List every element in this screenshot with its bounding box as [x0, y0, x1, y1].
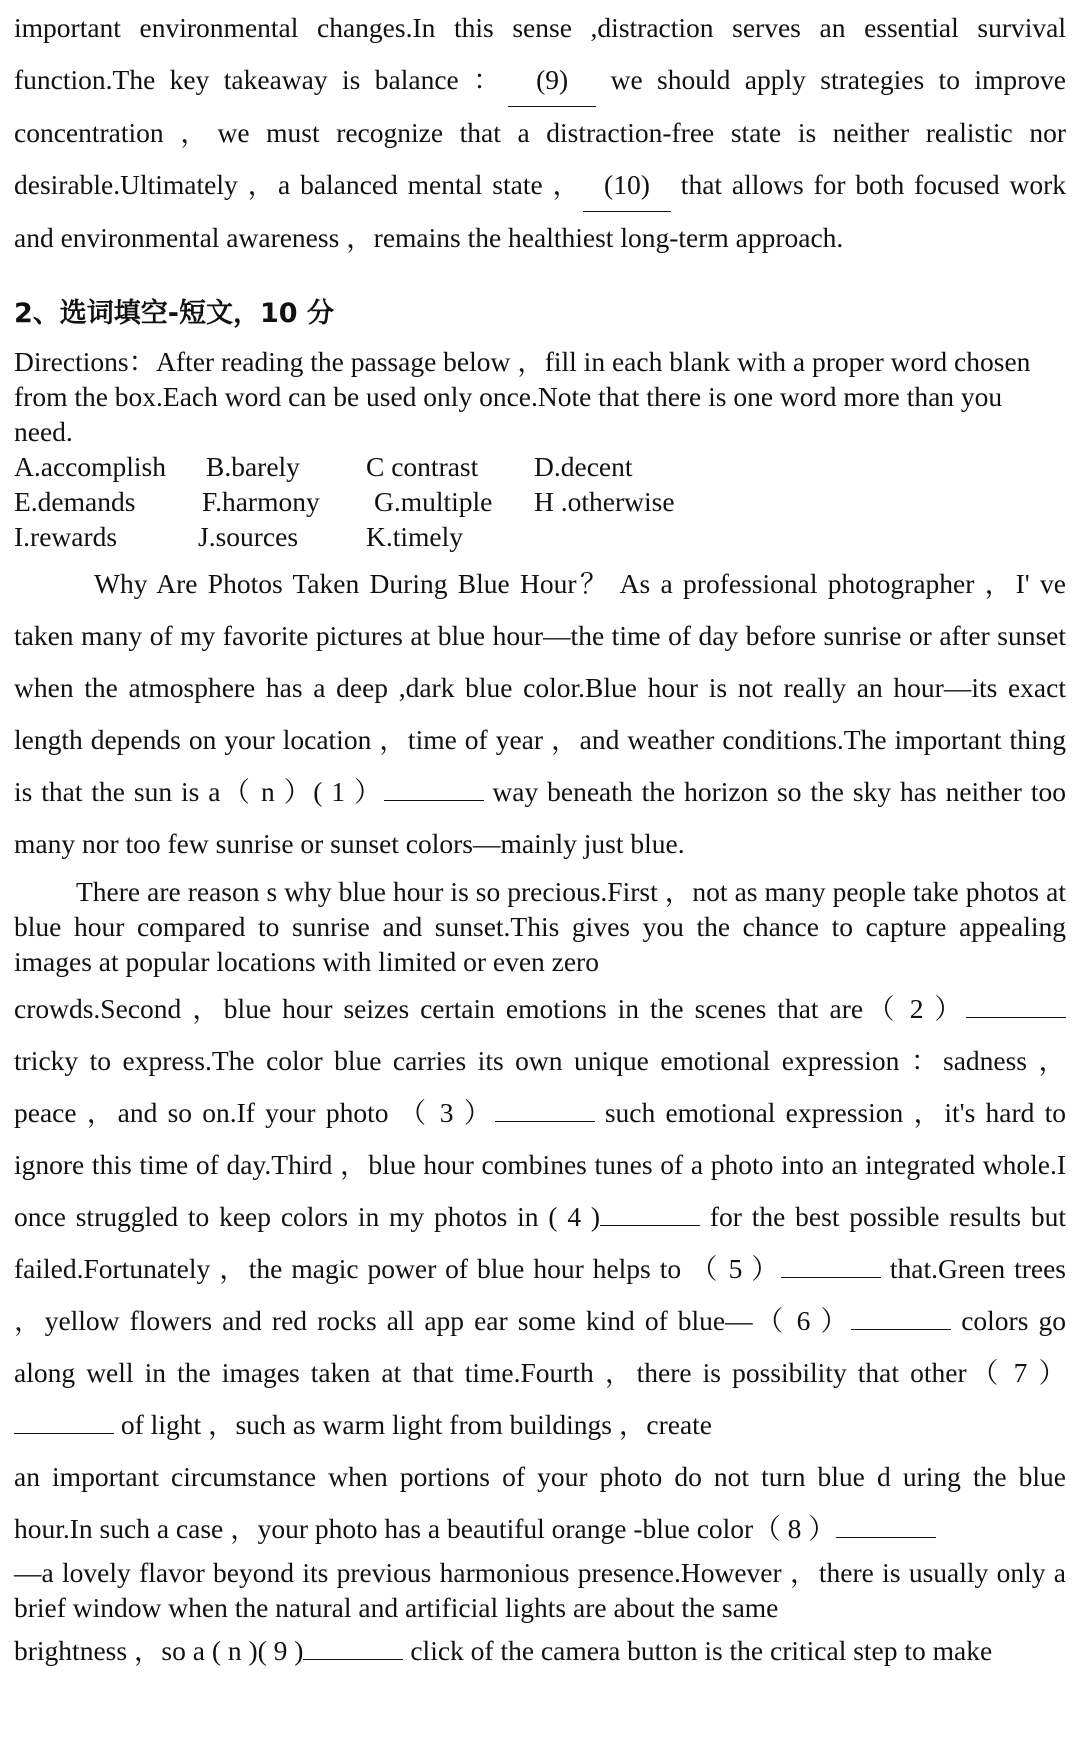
option-e: E.demands [14, 486, 136, 517]
blank-10[interactable]: (10) [583, 159, 671, 212]
passage-paragraph-2a [14, 874, 1066, 979]
option-i: I.rewards [14, 521, 118, 552]
option-row-3 [14, 519, 1066, 554]
passage-text: such emotional expression ，it's hard to ignore this time of day.Third ，blue hour combines tunes of a photo into an integrated whole.I once struggled to keep colors in my photos in ( 4 ) [14, 1097, 1066, 1232]
option-f: F.harmony [202, 486, 320, 517]
option-row-1 [14, 449, 1066, 484]
blank-5[interactable] [781, 1277, 881, 1278]
option-h: H .otherwise [534, 486, 675, 517]
directions: Directions：After reading the passage below ，fill in each blank with a proper word chosen from the box.Each word can be used only once.Note that there is one word more than you need. [14, 346, 1031, 447]
option-k: K.timely [366, 521, 464, 552]
blank-6[interactable] [851, 1329, 951, 1330]
intro-text-1: important environmental changes.In this sense ,distraction serves an essential survival function.The key takeaway is balance ： [14, 12, 1066, 95]
intro-text-3: that allows for both focused work and environmental awareness ，remains the healthiest long-term approach. [14, 169, 1066, 253]
blank-3[interactable] [495, 1121, 595, 1122]
passage-text: click of the camera button is the critical step to make [403, 1635, 993, 1666]
option-c: C contrast [366, 451, 479, 482]
intro-paragraph [14, 2, 1066, 264]
option-j: J.sources [198, 521, 299, 552]
option-d: D.decent [534, 451, 633, 482]
blank-9[interactable]: (9) [508, 54, 596, 107]
blank-4[interactable] [600, 1225, 700, 1226]
passage-text: of light ，such as warm light from buildings ，create [114, 1409, 713, 1440]
option-a: A.accomplish [14, 451, 166, 482]
document-page [0, 2, 1080, 1739]
passage-paragraph-2e [14, 1625, 1066, 1677]
passage-paragraph-2b [14, 983, 1066, 1451]
passage-paragraph-2c [14, 1451, 1066, 1555]
option-row-2 [14, 484, 1066, 519]
passage-text: brightness ，so a ( n )( 9 ) [14, 1635, 304, 1666]
blank-9-passage[interactable] [303, 1659, 403, 1660]
passage-text: tricky to express.The color blue carries its own unique emotional expression ：sadness ，peace ，and so on.If your photo （ 3 ） [14, 1045, 1066, 1128]
passage-paragraph-2d [14, 1555, 1066, 1625]
word-box [14, 449, 1066, 554]
passage-text: Why Are Photos Taken During Blue Hour？ As a professional photographer ，I' ve taken many of my favorite pictures at blue hour—the time of day before sunrise or after sunset when the atmosphere has a deep ,dark blue color.Blue hour is not really an hour—its exact length depends on your location ，time of year ，and weather conditions.The important thing is that the sun is a（ n ）( 1 ） [14, 568, 1066, 807]
option-b: B.barely [206, 451, 300, 482]
blank-1[interactable] [384, 800, 484, 801]
passage-text: crowds.Second ，blue hour seizes certain emotions in the scenes that are（ 2 ） [14, 993, 966, 1024]
blank-2[interactable] [966, 1017, 1066, 1018]
passage-text: colors go along well in the images taken at that time.Fourth ，there is possibility that other（ 7 ） [14, 1305, 1066, 1388]
passage-paragraph-1 [14, 558, 1066, 870]
passage-text: for the best possible results but failed.Fortunately ，the magic power of blue hour helps to （ 5 ） [14, 1201, 1066, 1284]
passage-text: —a lovely flavor beyond its previous harmonious presence.However ，there is usually only a brief window when the natural and artificial lights are about the same [14, 1557, 1066, 1623]
passage-text: way beneath the horizon so the sky has neither too many nor too few sunrise or sunset colors—mainly just blue. [14, 776, 1066, 859]
intro-text-2: we should apply strategies to improve concentration ，we must recognize that a distraction-free state is neither realistic nor desirable.Ultimately ，a balanced mental state ， [14, 64, 1066, 200]
blank-7[interactable] [14, 1433, 114, 1434]
passage-text: that.Green trees ，yellow flowers and red rocks all app ear some kind of blue—（ 6 ） [14, 1253, 1067, 1336]
section-heading: 2、选词填空-短文，10 分 [14, 298, 334, 329]
passage-text: There are reason s why blue hour is so precious.First ，not as many people take photos at blue hour compared to sunrise and sunset.This gives you the chance to capture appealing images at popular locations with limited or even zero [14, 876, 1066, 977]
passage-text: an important circumstance when portions of your photo do not turn blue d uring the blue hour.In such a case ，your photo has a beautiful orange -blue color（ 8 ） [14, 1461, 1066, 1544]
option-g: G.multiple [374, 486, 493, 517]
blank-8[interactable] [836, 1537, 936, 1538]
